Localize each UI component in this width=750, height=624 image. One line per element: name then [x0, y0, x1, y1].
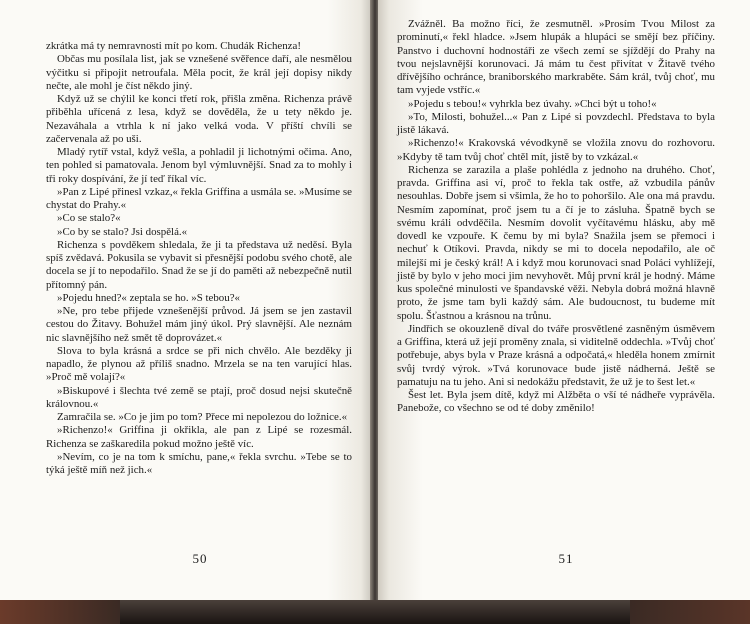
cover-edge-left — [0, 600, 120, 624]
right-page — [378, 0, 750, 624]
right-page-text — [397, 18, 715, 416]
cover-edge-right — [630, 600, 750, 624]
right-paragraph: Richenza se zarazila a plaše pohlédla z jednoho na druhého. Choť, pravda. Griffina asi ví, proč to řekla tak ostře, až vzbudila pánův nesouhlas. Dobře jsem si všimla, že ho to pohoršilo. Ale ona má pravdu. Nesmím zapomínat, proč jsem tu a čí je to zásluha. Špatně bych se svému králi odvděčila. Nesmím dovolit vyčítavému hlásku, aby mě dovedl ke vzpouře. K čemu by mi byla? Snažila jsem se přemoci i nechuť k Otíkovi. Pravda, nikdy se mi to docela nepodařilo, ale oč milejší mi je český král! A i když mou korunovaci snad Poláci vyhlížejí, jistě by bylo v jeho moci jim nevyhovět. Můj první král je hodný. Máme kus společné minulosti ve špandavské věži. Nebyla dobrá možná hlavně proto, že jsme tam byli každý sám. Ale budoucnost, tu budeme mít spolu. Šťastnou a krásnou na trůnu. — [397, 163, 715, 322]
left-page-text — [46, 40, 352, 477]
right-paragraph: »Pojedu s tebou!« vyhrkla bez úvahy. »Chci být u toho!« — [408, 97, 657, 110]
left-paragraph: »Pojedu hned?« zeptala se ho. »S tebou?« — [57, 291, 240, 304]
left-paragraph: Slova to byla krásná a srdce se při nich chvělo. Ale bezděky ji napadlo, že plynou až příliš snadno. Mrzela se na ten varující hlas. »Proč mě volají?« — [46, 344, 352, 384]
left-paragraph: Občas mu posílala list, jak se vznešené svěřence daří, ale nesmělou výčitku si připojit netroufala. Měla pocit, že král její dopisy nikdy nečte, ale mohl je číst někdo jiný. — [46, 53, 352, 92]
left-paragraph: Richenza s povděkem shledala, že ji ta představa už neděsí. Byla spíš zvědavá. Pokusila se vybavit si přesnější podobu svého chotě, ale docela se jí to nepodařilo. Snad že se jí do paměti až nebezpečně nutil přítomný pán. — [46, 238, 352, 291]
left-paragraph: »Co se stalo?« — [57, 212, 121, 225]
left-paragraph: »Biskupové i šlechta tvé země se ptají, proč dosud nejsi skutečně královnou.« — [46, 384, 352, 410]
left-paragraph: »Ne, pro tebe přijede vznešenější průvod. Já jsem se jen zastavil cestou do Žitavy. Bohužel mám jiný úkol. Prý slavnější. Ale neznám nic slavnějšího než smět tě doprovázet.« — [46, 305, 352, 344]
right-page-number: 51 — [558, 551, 574, 566]
left-paragraph: »Pan z Lipé přinesl vzkaz,« řekla Griffina a usmála se. »Musíme se chystat do Prahy.« — [46, 185, 352, 211]
left-paragraph: »Co by se stalo? Jsi dospělá.« — [57, 225, 188, 238]
left-paragraph: Když už se chýlil ke konci třetí rok, přišla změna. Richenza právě přiběhla uřícená z lesa, když se dověděla, že u tety někdo je. Nezaváhala a vtrhla k ní jako velká voda. V příští chvíli se začervenala až po uši. — [46, 93, 352, 145]
right-paragraph: »To, Milosti, bohužel...« Pan z Lipé si povzdechl. Představa to byla jistě lákavá. — [397, 110, 715, 136]
left-paragraph: Mladý rytíř vstal, když vešla, a pohladil ji lichotnými očima. Ano, ten pohled si pamatovala. Jenom byl výmluvnější. Snad za to mohly i tři roky dospívání, že jí teď říkal víc. — [46, 146, 352, 185]
book-bottom-edge — [0, 600, 750, 624]
left-paragraph: Zamračila se. »Co je jim po tom? Přece mi nepolezou do ložnice.« — [57, 411, 348, 423]
left-paragraph: »Nevím, co je na tom k smíchu, pane,« řekla svrchu. »Tebe se to týká ještě míň než jich.« — [46, 450, 352, 476]
left-paragraph: »Richenzo!« Griffina ji okřikla, ale pan z Lipé se rozesmál. Richenza se zaškaredila pokud možno ještě víc. — [46, 424, 352, 450]
left-page-number: 50 — [192, 551, 208, 566]
right-paragraph: »Richenzo!« Krakovská vévodkyně se vložila znovu do rozhovoru. »Kdyby tě tam tvůj choť chtěl mít, jistě by to vzkázal.« — [397, 137, 715, 163]
right-paragraph: Jindřich se okouzleně díval do tváře prosvětlené zasněným úsměvem a Griffina, která už její proměny znala, si viditelně oddechla. »Tvůj choť potřebuje, abys byla v Praze krásná a odpočatá,« hleděla honem zmírnit svůj tvrdý výrok. »Tvá korunovace bude jistě nádherná. Ještě se pamatuju na tu jeho. Ani si nedokážu představit, že už je to šest let.« — [397, 322, 715, 388]
left-page — [0, 0, 372, 624]
right-paragraph: Šest let. Byla jsem dítě, když mi Alžběta o vší té nádheře vyprávěla. Panebože, co všechno se od té doby změnilo! — [397, 389, 715, 415]
right-paragraph: Zvážněl. Ba možno říci, že zesmutněl. »Prosím Tvou Milost za prominutí,« řekl hladce. »Jsem hlupák a hlupáci se smějí bez příčiny. Panstvo i duchovní hodnostáři ze všech zemí se sjíždějí do Prahy na tvou nejslavnější korunovaci. Já mám tu čest přivítat v Žitavě tvého dřívějšího ochránce, braniborského markraběte. Sám král, tvůj choť, mu tam vyjede vstříc.« — [397, 18, 715, 97]
left-paragraph: zkrátka má ty nemravnosti mít po kom. Chudák Richenza! — [46, 40, 301, 52]
